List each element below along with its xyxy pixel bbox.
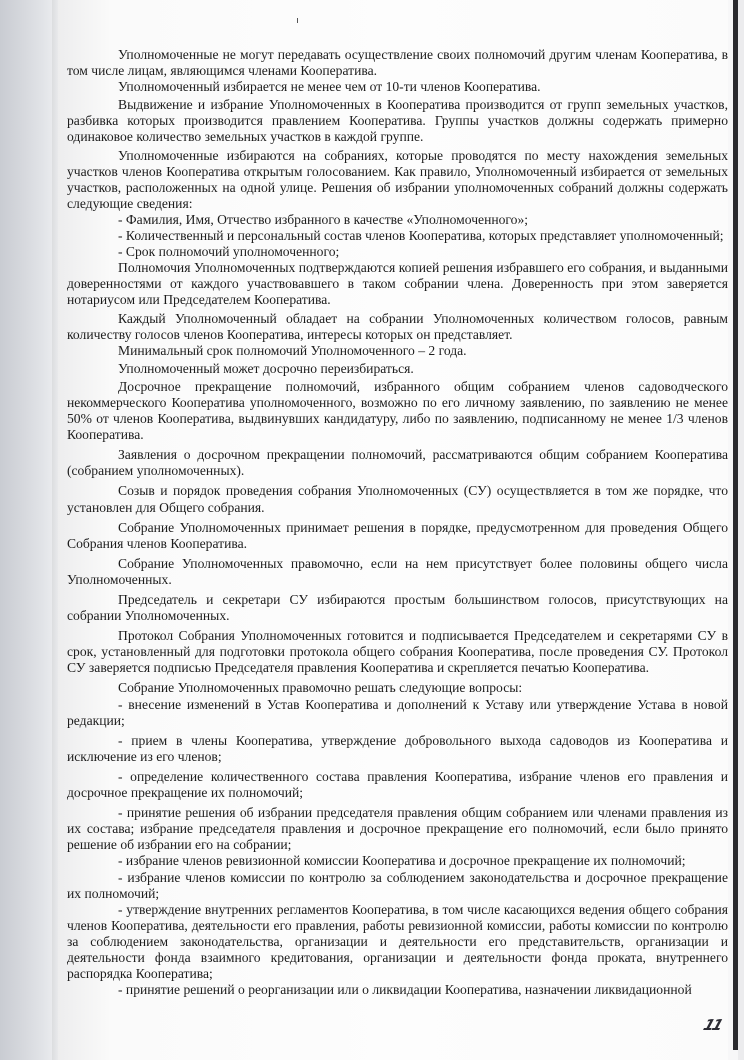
list-item: - прием в члены Кооператива, утверждение добровольного выхода садоводов из Кооператива и исключение из его членов; — [67, 732, 728, 764]
document-body — [67, 47, 728, 998]
paragraph: Созыв и порядок проведения собрания Уполномоченных (СУ) осуществляется в том же порядке, что установлен для Общего собрания. — [67, 483, 728, 515]
paragraph: Собрание Уполномоченных правомочно, если на нем присутствует более половины общего числа Уполномоченных. — [67, 555, 728, 587]
paragraph: Уполномоченный избирается не менее чем от 10-ти членов Кооператива. — [118, 79, 541, 95]
list-item: - определение количественного состава правления Кооператива, избрание членов его правления и досрочное прекращение их полномочий; — [67, 768, 728, 801]
list-item: - принятие решений о реорганизации или о ликвидации Кооператива, назначении ликвидационной — [118, 982, 692, 998]
paragraph: Полномочия Уполномоченных подтверждаются копией решения избравшего его собрания, и выданными доверенностями от каждого участвовавшего в таком собрании члена. Доверенность при этом заверяется нотариусом или Председателем Кооператива. — [67, 260, 728, 308]
list-item: - Срок полномочий уполномоченного; — [118, 244, 340, 260]
paragraph: Каждый Уполномоченный обладает на собрании Уполномоченных количеством голосов, равным количеству голосов членов Кооператива, интересы которых он представляет. — [67, 310, 728, 342]
paragraph: Собрание Уполномоченных правомочно решать следующие вопросы: — [118, 680, 523, 696]
page-bleed-shadow — [0, 0, 58, 1060]
paragraph: Собрание Уполномоченных принимает решения в порядке, предусмотренном для проведения Общего Собрания членов Кооператива. — [67, 519, 728, 551]
list-item: - избрание членов ревизионной комиссии Кооператива и досрочное прекращение их полномочий; — [118, 853, 686, 869]
paragraph: Председатель и секретари СУ избираются простым большинством голосов, присутствующих на собрании Уполномоченных. — [67, 592, 728, 624]
list-item: - Фамилия, Имя, Отчество избранного в качестве «Уполномоченного»; — [118, 211, 529, 227]
list-item: - утверждение внутренних регламентов Кооператива, в том числе касающихся ведения общего собрания членов Кооператива, деятельности его правления, работы ревизионной комиссии, работы комиссии по контролю за соблюдением законодательства, организации и деятельности его представительств, организации и деятельности фонда взаимного кредитования, организации и деятельности фонда проката, внутреннего распорядка Кооператива; — [67, 901, 728, 982]
paragraph: Досрочное прекращение полномочий, избранного общим собранием членов садоводческого некоммерческого Кооператива уполномоченного, возможно по его личному заявлению, по заявлению не менее 50% от членов Кооператива, выдвинувших кандидатуру, либо по заявлению, подписанному не менее 1/3 членов Кооператива. — [67, 378, 728, 443]
paragraph: Минимальный срок полномочий Уполномоченного – 2 года. — [118, 342, 467, 358]
scan-mark — [297, 18, 298, 23]
list-item: - Количественный и персональный состав членов Кооператива, которых представляет уполномоченный; — [118, 228, 724, 244]
paragraph: Уполномоченные избираются на собраниях, которые проводятся по месту нахождения земельных участков членов Кооператива открытым голосованием. Как правило, Уполномоченный избирается от земельных участков, расположенных на одной улице. Решения об избрании уполномоченных собраний должны содержать следующие сведения: — [67, 147, 728, 211]
list-item: - внесение изменений в Устав Кооператива и дополнений к Уставу или утверждение Устава в новой редакции; — [67, 696, 728, 728]
paragraph: Уполномоченные не могут передавать осуществление своих полномочий другим членам Кооператива, в том числе лицам, являющимся членами Кооператива. — [67, 47, 728, 79]
scan-border-strip — [738, 0, 744, 1060]
handwritten-page-number: 11 — [701, 1016, 724, 1034]
paragraph: Уполномоченный может досрочно переизбираться. — [118, 360, 414, 376]
list-item: - принятие решения об избрании председателя правления общим собранием или членами правления из их состава; избрание председателя правления и досрочное прекращение его полномочий, если было принято решение об избрании его на собрании; — [67, 805, 728, 853]
paragraph: Протокол Собрания Уполномоченных готовится и подписывается Председателем и секретарями СУ в срок, установленный для подготовки протокола общего собрания Кооператива, после проведения СУ. Протокол СУ заверяется подписью Председателя правления Кооператива и скрепляется печатью Кооператива. — [67, 628, 728, 676]
list-item: - избрание членов комиссии по контролю за соблюдением законодательства и досрочное прекращение их полномочий; — [67, 869, 728, 901]
paragraph: Заявления о досрочном прекращении полномочий, рассматриваются общим собранием Кооператива (собранием уполномоченных). — [67, 447, 728, 479]
paragraph: Выдвижение и избрание Уполномоченных в Кооператива производится от групп земельных участков, разбивка которых производится правлением Кооператива. Группы участков должны содержать примерно одинаковое количество земельных участков в каждой группе. — [67, 97, 728, 145]
